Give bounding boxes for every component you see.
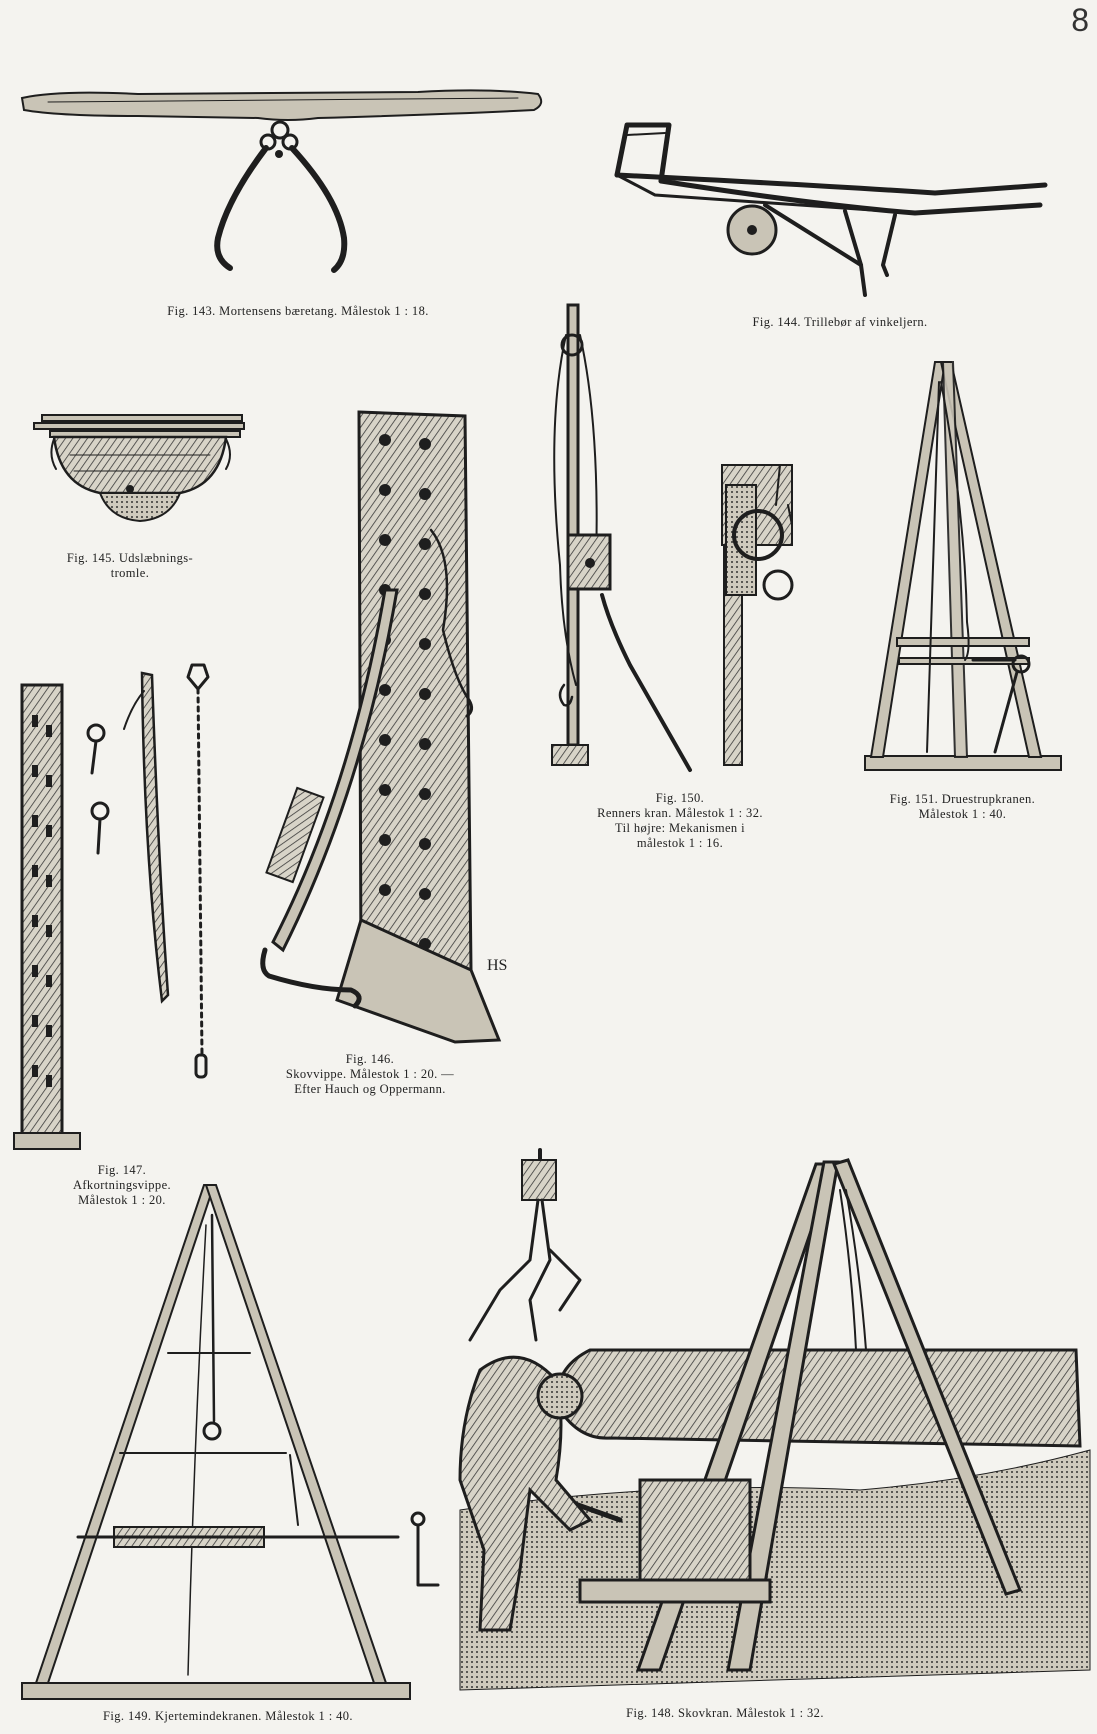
caption-150: Fig. 150. Renners kran. Målestok 1 : 32. Til højre: Mekanismen i målestok 1 : 16. (597, 791, 763, 850)
skidding-drum-drawing (30, 415, 250, 525)
caption-146: Fig. 146. Skovvippe. Målestok 1 : 20. — Efter Hauch og Oppermann. (285, 1052, 455, 1096)
crosscut-tilt-drawing (12, 655, 242, 1155)
caption-145: Fig. 145. Udslæbnings- tromle. (66, 551, 194, 580)
druestrup-crane-drawing (855, 362, 1070, 772)
kjerteminde-crane-drawing (18, 1185, 438, 1705)
figure-143 (18, 88, 548, 318)
caption-143: Fig. 143. Mortensens bæretang. Målestok 1 : 18. (167, 304, 429, 318)
figure-144 (615, 125, 1055, 335)
caption-144: Fig. 144. Trillebør af vinkeljern. (752, 315, 928, 329)
caption-148: Fig. 148. Skovkran. Målestok 1 : 32. (626, 1706, 824, 1720)
caption-149: Fig. 149. Kjertemindekranen. Målestok 1 : 40. (103, 1709, 353, 1723)
wheelbarrow-drawing (615, 125, 1055, 305)
illustrator-mark: HS (487, 957, 508, 974)
figure-149 (18, 1185, 438, 1730)
figure-150 (540, 305, 815, 850)
renners-crane-drawing (540, 305, 815, 775)
caption-147: Fig. 147. Afkortningsvippe. Målestok 1 : 20. (72, 1163, 172, 1207)
figure-151 (855, 362, 1070, 822)
figure-145 (30, 415, 250, 585)
page-number: 8 (1071, 2, 1089, 38)
forest-tilt-drawing (255, 410, 515, 1050)
figure-146 (255, 410, 515, 1110)
caption-151: Fig. 151. Druestrupkranen. Målestok 1 : 40. (889, 792, 1036, 821)
figure-147 (12, 655, 242, 1215)
forest-crane-drawing (460, 1150, 1090, 1700)
figure-148 (460, 1150, 1090, 1734)
carrying-tongs-drawing (18, 88, 548, 288)
